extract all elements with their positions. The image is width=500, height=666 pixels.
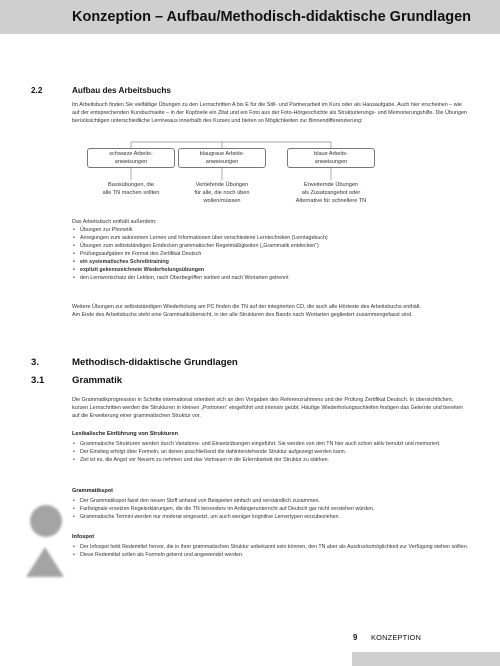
section-title-3-1: Grammatik (72, 375, 123, 386)
grammar-spot-list (72, 497, 472, 521)
section-3-1-intro (72, 396, 470, 420)
desc-basic-exercises: Basisübungen, die alle TN machen sollten (102, 182, 160, 196)
list-item: • Übungen zum selbstständigen Entdecken grammatischer Regelmäßigkeiten („Grammatik entdecken“) (72, 242, 472, 250)
list-item: • explizit gekennzeichnete Wiederholungsübungen (72, 266, 472, 274)
grammar-intro-paragraph: Die Grammatikprogression in Schritte international orientiert sich an den Vorgaben des Referenzrahmens und der Prüfung Zertifikat Deutsch. In übersichtlichen, kurzen Lernschritten werden die Strukturen in kleinen „Portionen“ eingeführt und intensiv geübt. Häufige Wiederholungsschleifen festigen das Gelernte und bereiten auf die Erweiterung einer grammatischen Struktur vor. (72, 397, 463, 419)
subheading-lexical-introduction: Lexikalische Einführung von Strukturen (72, 431, 178, 437)
list-item: • den Lernwortschatz der Lektion, nach Oberbegriffen sortiert und nach Wortarten getrennt (72, 274, 472, 282)
closing-paragraph-2: Am Ende des Arbeitsbuchs steht eine Grammatikübersicht, in der alle Strukturen des Bands nach Wortarten gegliedert zusammengefasst sind. (72, 312, 413, 318)
grammar-spot-circle-icon (30, 505, 62, 537)
list-item: • Der Infospot hebt Redemittel hervor, die in ihrer grammatischen Struktur unbekannt sein können, den TN aber als Ausdrucksmöglichkeit zur Verfügung stehen sollten. (72, 543, 472, 551)
box-black-instructions: schwarze Arbeits- anweisungen (87, 148, 175, 168)
list-item: • Der Grammatikspot fasst den neuen Stoff anhand von Beispielen einfach und verständlich zusammen. (72, 497, 472, 505)
lexical-introduction-list (72, 440, 472, 464)
section-title-3: Methodisch-didaktische Grundlagen (72, 357, 238, 368)
subheading-info-spot: Infospot (72, 534, 95, 540)
list-item: • Ziel ist es, die Angst vor Neuem zu nehmen und das Vertrauen in die Erlernbarkeit der Struktur zu stärken. (72, 456, 472, 464)
list-item: • Grammatische Strukturen werden durch Variations- und Einsetzübungen eingeführt. Sie werden von den TN hier auch schon aktiv benutzt und memoriert. (72, 440, 472, 448)
section-number-2-2: 2.2 (31, 86, 43, 95)
list-item: • Der Einstieg erfolgt über Formeln, an denen anschließend die dahinterstehende Struktur aufgezeigt werden kann. (72, 448, 472, 456)
box-bluegrey-instructions: blaugraue Arbeits- anweisungen (178, 148, 266, 168)
list-item: • Grammatische Termini werden nur moderat eingesetzt, um auch weniger kognitive Lernertypen einzubeziehen. (72, 513, 472, 521)
page-header-title: Konzeption – Aufbau/Methodisch-didaktische Grundlagen (72, 9, 472, 25)
list-item: • Diese Redemittel sollen als Formeln gelernt und angewendet werden. (72, 551, 472, 559)
list-item: • Prüfungsaufgaben im Format des Zertifikat Deutsch (72, 250, 472, 258)
closing-paragraph-1: Weitere Übungen zur selbstständigen Wiederholung am PC finden die TN auf der integrierten CD, die auch alle Hörtexte des Arbeitsbuchs enthält. (72, 304, 421, 310)
intro-paragraph: Im Arbeitsbuch finden Sie vielfältige Übungen zu den Lernschritten A bis E für die Still- und Partnerarbeit im Kurs oder als Hausaufgabe. Auch hier erscheinen – wie auf der entsprechenden Kursbuchseite – in der Kopfzeile ein Zitat und ein Foto aus der Foto-Hörgeschichte als Strukturierungs- und Memorierungshilfe. Die Übungen berücksichtigen unterschiedliche Lerniveaus innerhalb des Kurses und bieten so Möglichkeiten zur Binnendifferenzierung: (72, 102, 467, 124)
workbook-contents-list (72, 226, 472, 282)
footer-corner-bar (352, 652, 500, 666)
desc-extending-exercises: Erweiternde Übungen als Zusatzangebot oder Alternative für schnellere TN (295, 182, 367, 204)
list-item: • Anregungen zum autonomen Lernen und Informationen über verschiedene Lerntechniken (Lerntagebuch) (72, 234, 472, 242)
closing-paragraphs (72, 303, 470, 319)
boxes-bracket (0, 0, 500, 200)
section-number-3-1: 3.1 (31, 375, 45, 386)
info-spot-triangle-icon (26, 547, 64, 577)
subheading-grammar-spot: Grammatikspot (72, 488, 114, 494)
list-intro-text: Das Arbeitsbuch enthält außerdem: (72, 219, 157, 225)
list-item: • ein systematisches Schreibtraining (72, 258, 472, 266)
footer-label: KONZEPTION (371, 633, 422, 642)
desc-deepening-exercises: Vertiefende Übungen für alle, die noch üben wollen/müssen (194, 182, 250, 204)
list-item: • Farbsignale ersetzen Regelerklärungen, die die TN besonders im Anfängerunterricht auf Deutsch gar nicht verstehen würden. (72, 505, 472, 513)
box-blue-instructions: blaue Arbeits- anweisungen (287, 148, 375, 168)
info-spot-list (72, 543, 472, 559)
section-number-3: 3. (31, 357, 40, 368)
list-item: • Übungen zur Phonetik (72, 226, 472, 234)
section-title-2-2: Aufbau des Arbeitsbuchs (72, 86, 171, 95)
page-number: 9 (353, 633, 358, 642)
list-intro (72, 218, 470, 226)
